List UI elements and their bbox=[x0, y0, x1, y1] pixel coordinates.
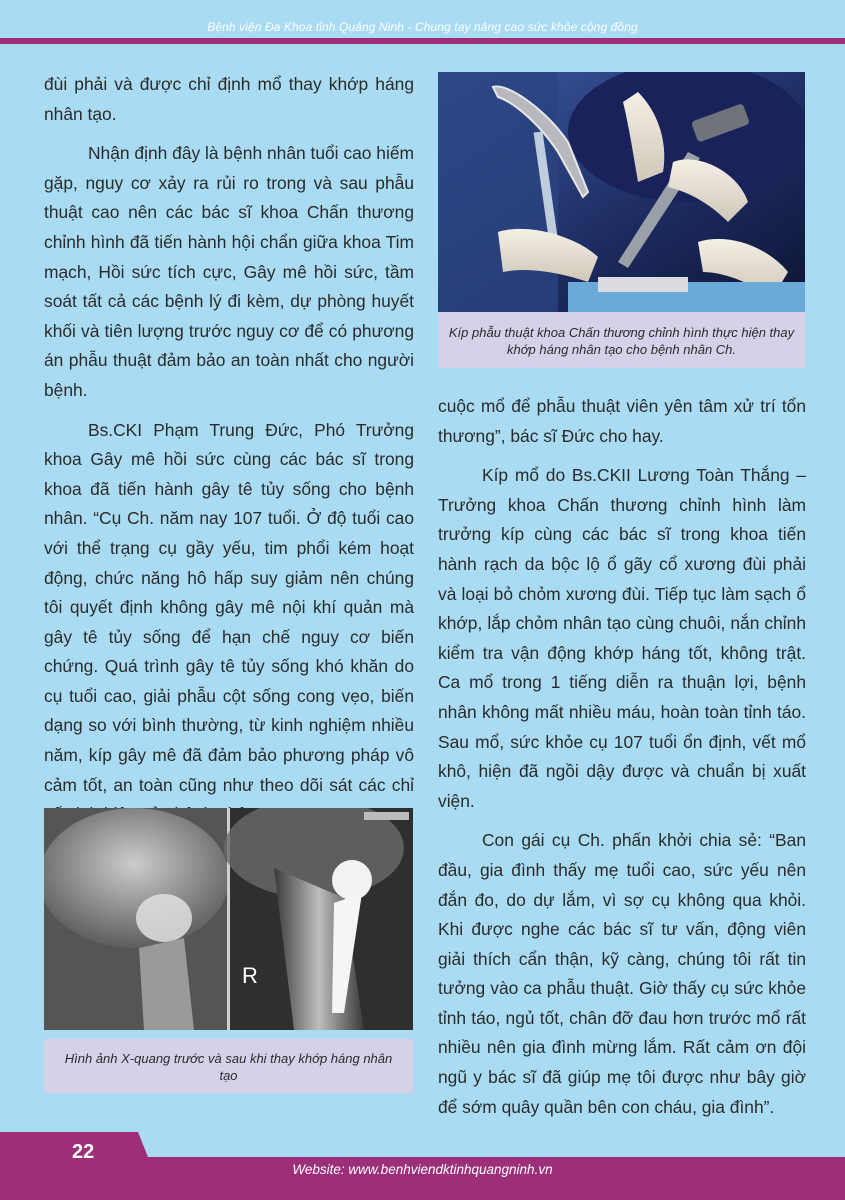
xray-caption: Hình ảnh X-quang trước và sau khi thay khớp háng nhân tạo bbox=[44, 1039, 413, 1093]
right-paragraph-3: Con gái cụ Ch. phấn khởi chia sẻ: “Ban đầu, gia đình thấy mẹ tuổi cao, sức yếu nên đắn đo, do dự lắm, vì sợ cụ không qua khỏi. Khi được nghe các bác sĩ tư vấn, động viên giải thích cẩn thận, kỹ càng, chúng tôi rất tin tưởng vào ca phẫu thuật. Giờ thấy cụ sức khỏe tỉnh táo, ngủ tốt, chân đỡ đau hơn trước mổ rất nhiều nên gia đình mừng lắm. Rất cảm ơn đội ngũ y bác sĩ đã giúp mẹ tôi được như bây giờ để sớm quây quần bên con cháu, gia đình”. bbox=[438, 830, 806, 1117]
header-divider bbox=[0, 38, 845, 44]
header-bar bbox=[0, 0, 845, 40]
footer-website[interactable]: Website: www.benhviendktinhquangninh.vn bbox=[292, 1162, 553, 1177]
page-number: 22 bbox=[72, 1141, 95, 1163]
surgery-photo-caption: Kíp phẫu thuật khoa Chấn thương chỉnh hình thực hiện thay khớp háng nhân tạo cho bệnh nhân Ch. bbox=[438, 312, 805, 368]
left-paragraph-3: Bs.CKI Phạm Trung Đức, Phó Trưởng khoa Gây mê hồi sức cùng các bác sĩ trong khoa đã tiến hành gây tê tủy sống cho bệnh nhân. “Cụ Ch. năm nay 107 tuổi. Ở độ tuổi cao với thể trạng cụ gầy yếu, tim phổi kém hoạt động, chức năng hô hấp suy giảm nên chúng tôi quyết định không gây mê nội khí quản mà gây tê tủy sống để hạn chế nguy cơ biến chứng. Quá trình gây tê tủy sống khó khăn do cụ tuổi cao, giải phẫu cột sống cong vẹo, biến dạng so với bình thường, từ kinh nghiệm nhiều năm, kíp gây mê đã đảm bảo phương pháp vô cảm tốt, an toàn cũng như theo dõi sát các chỉ bbox=[44, 419, 414, 795]
surgery-photo-illustration bbox=[438, 72, 805, 312]
xray-illustration bbox=[44, 808, 413, 1030]
header-title: Bệnh viện Đa Khoa tỉnh Quảng Ninh - Chung tay nâng cao sức khỏe cộng đồng bbox=[207, 20, 638, 34]
left-paragraph-2: Nhận định đây là bệnh nhân tuổi cao hiếm gặp, nguy cơ xảy ra rủi ro trong và sau phẫu thuật cao nên các bác sĩ khoa Chấn thương chỉnh hình đã tiến hành hội chẩn giữa khoa Tim mạch, Hồi sức tích cực, Gây mê hồi sức, tầm soát tất cả các bệnh lý đi kèm, dự phòng huyết khối và tiên lượng trước nguy cơ để có phương án phẫu thuật đảm bảo an toàn nhất cho người bệnh. bbox=[44, 143, 414, 400]
xray-marker-label: R bbox=[242, 963, 258, 988]
surgery-photo bbox=[438, 72, 805, 312]
right-paragraph-2: Kíp mổ do Bs.CKII Lương Toàn Thắng – Trưởng khoa Chấn thương chỉnh hình làm trưởng kíp cùng các bác sĩ trong khoa tiến hành rạch da bộc lộ ổ gãy cổ xương đùi phải và loại bỏ chỏm xương đùi. Tiếp tục làm sạch ổ khớp, lắp chỏm nhân tạo cùng chuôi, nắn chỉnh kiểm tra vận động khớp háng tốt, không trật. Ca mổ trong 1 tiếng diễn ra thuận lợi, bệnh nhân không mất nhiều máu, hoàn toàn tỉnh táo. Sau mổ, sức khỏe cụ 107 tuổi ổn định, vết mổ khô, hiện đã ngồi dậy được và chuẩn bị xuất viện. bbox=[438, 465, 806, 811]
right-column bbox=[438, 392, 806, 1132]
left-paragraph-1: đùi phải và được chỉ định mổ thay khớp háng nhân tạo. bbox=[44, 74, 414, 124]
left-column bbox=[44, 70, 414, 840]
xray-image bbox=[44, 808, 413, 1030]
right-paragraph-1: cuộc mổ để phẫu thuật viên yên tâm xử trí tổn thương”, bác sĩ Đức cho hay. bbox=[438, 396, 806, 446]
